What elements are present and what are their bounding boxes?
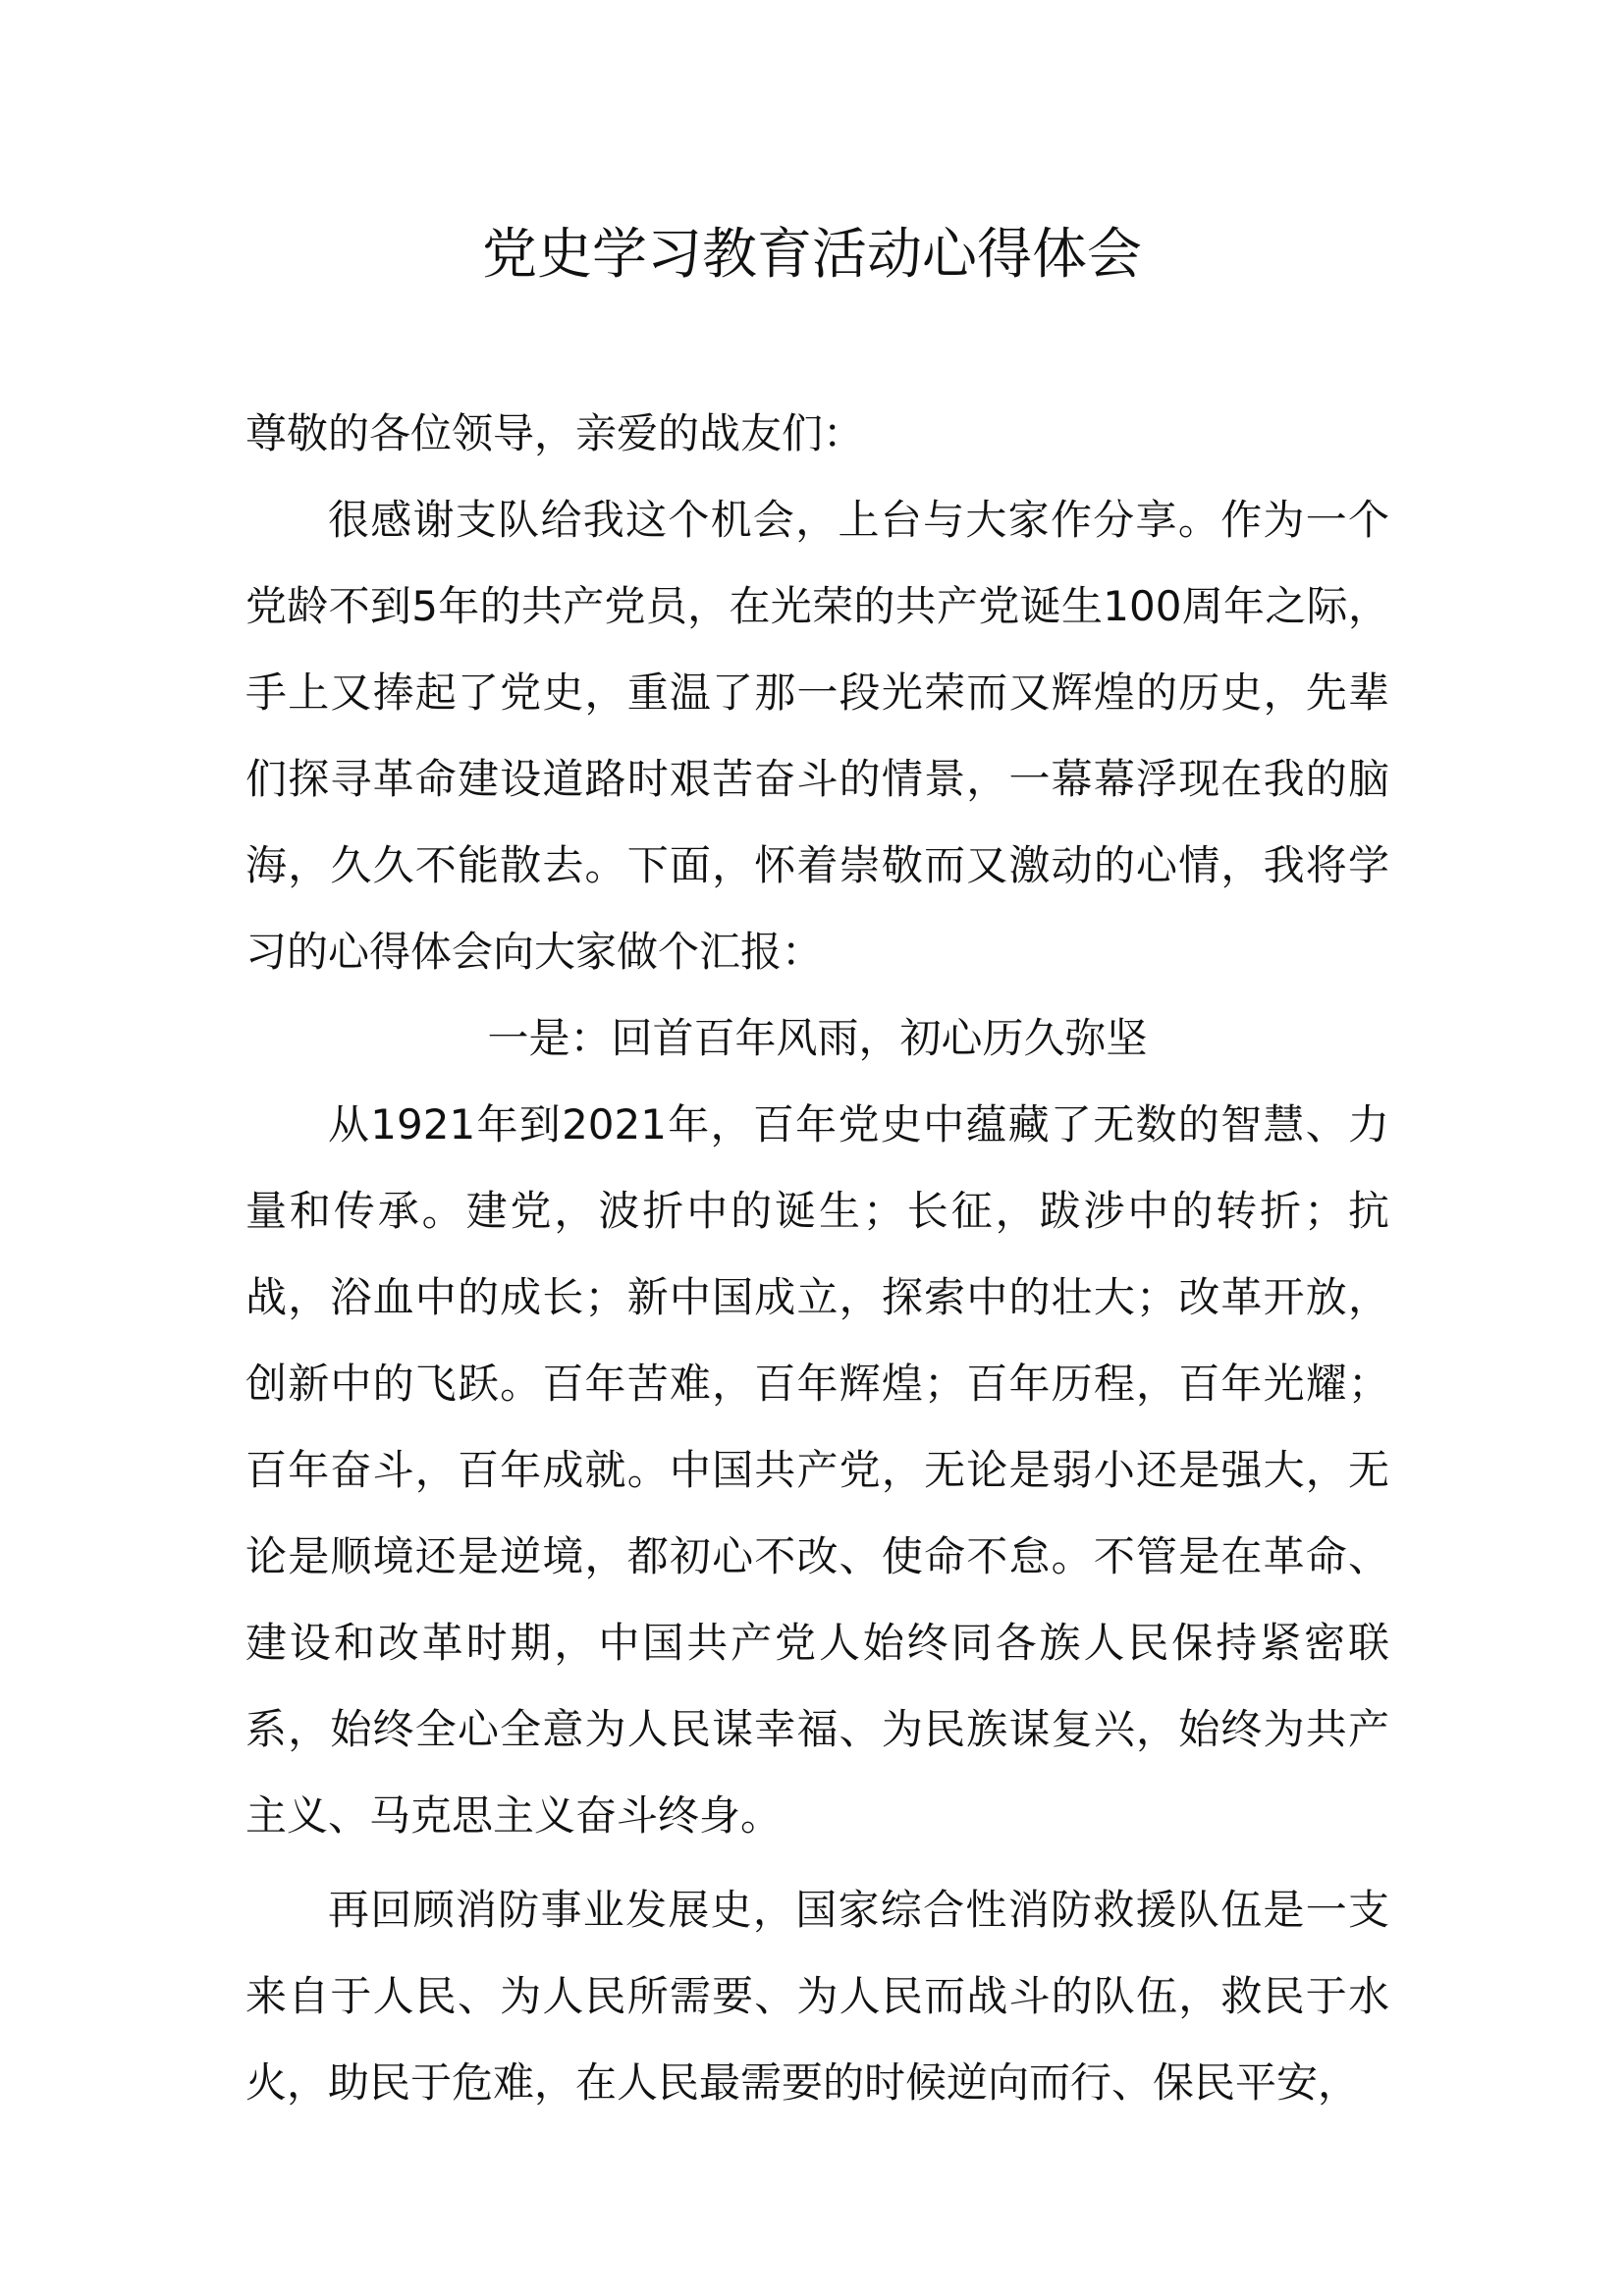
document-title: 党史学习教育活动心得体会 — [482, 223, 1142, 287]
section-paragraph: 再回顾消防事业发展史，国家综合性消防救援队伍是一支来自于人民、为人民所需要、为人民而战斗的队伍，救民于水火，助民于危难，在人民最需要的时候逆向而行、保民平安， — [245, 1886, 1389, 2107]
intro-paragraph: 很感谢支队给我这个机会，上台与大家作分享。作为一个党龄不到5年的共产党员，在光荣的共产党诞生100周年之际，手上又捧起了党史，重温了那一段光荣而又辉煌的历史，先辈们探寻革命建设道路时艰苦奋斗的情景，一幕幕浮现在我的脑海，久久不能散去。下面，怀着崇敬而又激动的心情，我将学习的心得体会向大家做个汇报： — [245, 496, 1389, 976]
section-paragraph: 从1921年到2021年，百年党史中蕴藏了无数的智慧、力量和传承。建党，波折中的诞生；长征，跋涉中的转折；抗战，浴血中的成长；新中国成立，探索中的壮大；改革开放，创新中的飞跃。百年苦难，百年辉煌；百年历程，百年光耀；百年奋斗，百年成就。中国共产党，无论是弱小还是强大，无论是顺境还是逆境，都初心不改、使命不怠。不管是在革命、建设和改革时期，中国共产党人始终同各族人民保持紧密联系，始终全心全意为人民谋幸福、为民族谋复兴，始终为共产主义、马克思主义奋斗终身。 — [245, 1100, 1389, 1840]
section-heading: 一是：回首百年风雨，初心历久弥坚 — [487, 1014, 1148, 1062]
document-body — [245, 391, 1389, 2126]
salutation: 尊敬的各位领导，亲爱的战友们： — [245, 409, 865, 457]
